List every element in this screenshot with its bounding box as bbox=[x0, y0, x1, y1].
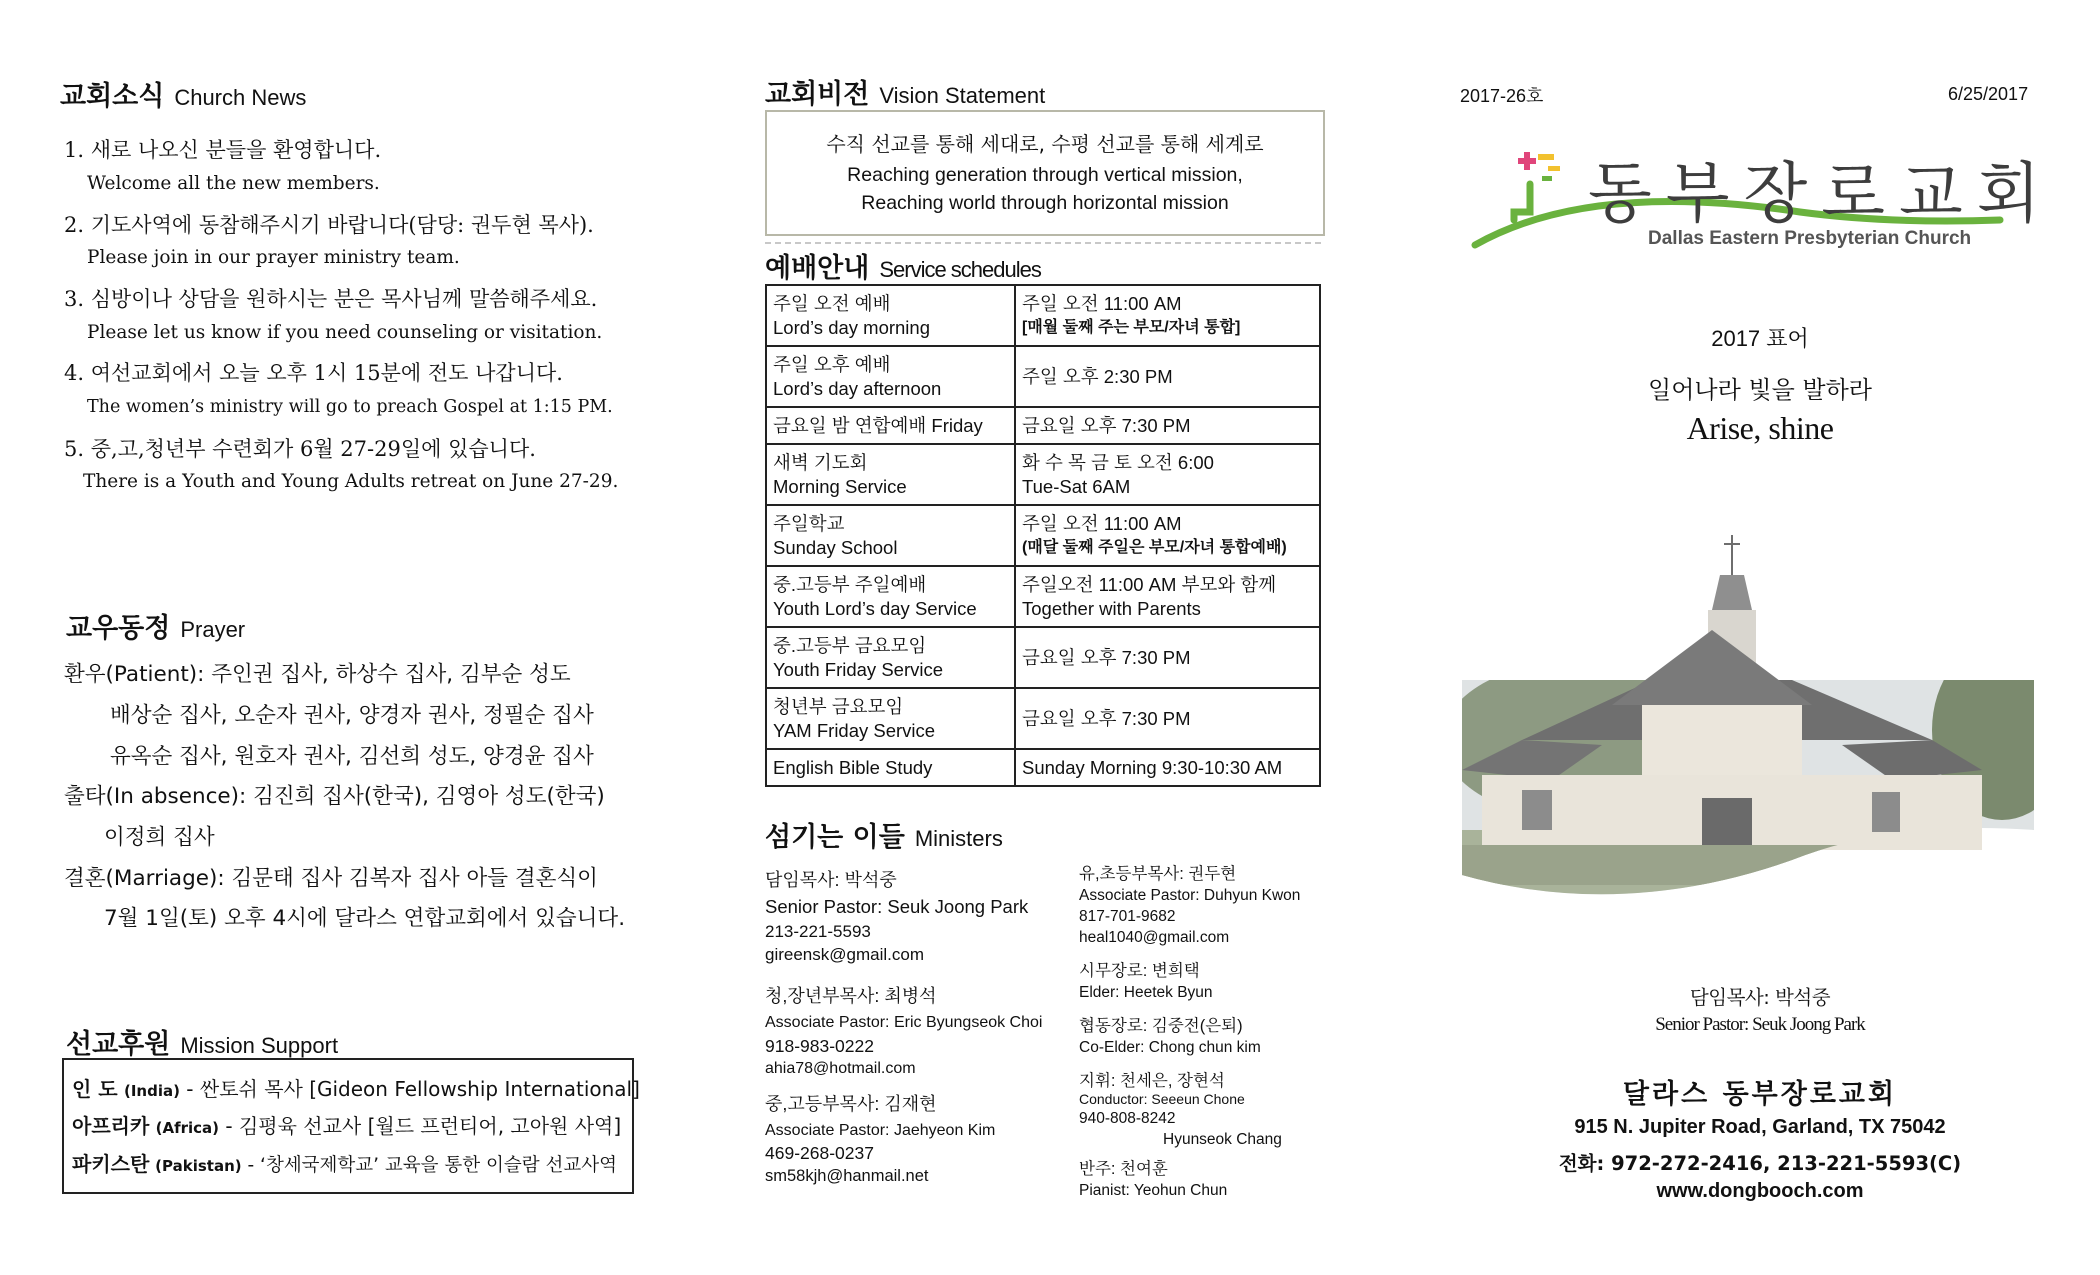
vision-line-en-2: Reaching world through horizontal mission bbox=[861, 192, 1229, 214]
column-cover bbox=[1460, 0, 2060, 1275]
vision-line-ko: 수직 선교를 통해 세대로, 수평 선교를 통해 세계로 bbox=[826, 132, 1264, 156]
motto-en: Arise, shine bbox=[1686, 410, 1834, 446]
church-full-name: 달라스 동부장로교회 bbox=[1622, 1079, 1898, 1110]
vision-line-en-1: Reaching generation through vertical mission, bbox=[847, 164, 1243, 186]
church-photo-icon bbox=[1462, 530, 2034, 915]
service-schedule-table bbox=[765, 284, 1321, 787]
mission-row-pakistan: 파키스탄 (Pakistan) - ‘창세국제학교’ 교육을 통한 이슬람 선교사역 bbox=[72, 1152, 618, 1176]
news-item-1: 1. 새로 나오신 분들을 환영합니다. bbox=[64, 138, 382, 162]
vision-heading: 교회비전 Vision Statement bbox=[765, 79, 1046, 110]
motto-label: 2017 표어 bbox=[1711, 326, 1809, 351]
table-row: 중.고등부 주일예배 Youth Lord’s day Service 주일오전 11:00 AM 부모와 함께 Together with Parents bbox=[766, 566, 1320, 627]
news-item-3-en: Please let us know if you need counseling or visitation. bbox=[87, 322, 603, 343]
minister-conductor: 지휘: 천세은, 장현석 Conductor: Seeeun Chone 940-808-8242 Hyunseok Chang bbox=[1079, 1072, 1282, 1148]
prayer-heading: 교우동정 Prayer bbox=[66, 613, 246, 644]
church-website[interactable]: www.dongbooch.com bbox=[1656, 1180, 1864, 1202]
motto-ko: 일어나라 빛을 발하라 bbox=[1648, 376, 1872, 404]
table-row: 주일 오후 예배 Lord’s day afternoon 주일 오후 2:30 PM bbox=[766, 346, 1320, 407]
vision-statement-box bbox=[765, 110, 1325, 236]
ministers-heading: 섬기는 이들 Ministers bbox=[765, 822, 1003, 853]
news-item-4: 4. 여선교회에서 오늘 오후 1시 15분에 전도 나갑니다. bbox=[64, 361, 563, 385]
news-item-5: 5. 중,고,청년부 수련회가 6월 27-29일에 있습니다. bbox=[64, 437, 536, 461]
prayer-marriage-line: 결혼(Marriage): 김문태 집사 김복자 집사 아들 결혼식이 bbox=[64, 866, 598, 891]
services-heading: 예배안내 Service schedules bbox=[765, 253, 1041, 284]
mission-heading: 선교후원 Mission Support bbox=[66, 1029, 339, 1060]
prayer-patient-line: 환우(Patient): 주인권 집사, 하상수 집사, 김부순 성도 bbox=[64, 662, 571, 687]
table-row: 중.고등부 금요모임 Youth Friday Service 금요일 오후 7:30 PM bbox=[766, 627, 1320, 688]
minister-associate-kwon: 유,초등부목사: 권두현 Associate Pastor: Duhyun Kwon 817-701-9682 heal1040@gmail.com bbox=[1079, 865, 1301, 946]
news-item-2: 2. 기도사역에 동참해주시기 바랍니다(담당: 권두현 목사). bbox=[64, 213, 594, 237]
issue-number: 2017-26호 bbox=[1460, 86, 1544, 106]
issue-date: 6/25/2017 bbox=[1948, 84, 2029, 104]
minister-co-elder: 협동장로: 김중전(은퇴) Co-Elder: Chong chun kim bbox=[1079, 1017, 1261, 1056]
pastor-ko: 담임목사: 박석중 bbox=[1689, 986, 1831, 1009]
table-row: 주일 오전 예배 Lord’s day morning 주일 오전 11:00 AM [매월 둘째 주는 부모/자녀 통합] bbox=[766, 285, 1320, 346]
table-row: 새벽 기도회 Morning Service 화 수 목 금 토 오전 6:00 Tue-Sat 6AM bbox=[766, 444, 1320, 505]
church-news-heading: 교회소식 Church News bbox=[60, 81, 307, 112]
table-row: English Bible Study Sunday Morning 9:30-10:30 AM bbox=[766, 749, 1320, 786]
mission-support-box bbox=[62, 1058, 640, 1194]
table-row: 주일학교 Sunday School 주일 오전 11:00 AM (매달 둘째 주일은 부모/자녀 통합예배) bbox=[766, 505, 1320, 566]
news-item-3: 3. 심방이나 상담을 원하시는 분은 목사님께 말씀해주세요. bbox=[64, 287, 598, 311]
minister-associate-choi: 청,장년부목사: 최병석 Associate Pastor: Eric Byungseok Choi 918-983-0222 ahia78@hotmail.com bbox=[765, 986, 1043, 1077]
prayer-absence-line: 이정희 집사 bbox=[104, 825, 215, 850]
prayer-absence-line: 출타(In absence): 김진희 집사(한국), 김영아 성도(한국) bbox=[64, 784, 605, 809]
column-vision-services bbox=[765, 0, 1325, 1275]
news-item-2-en: Please join in our prayer ministry team. bbox=[87, 247, 460, 268]
minister-senior-pastor: 담임목사: 박석중 Senior Pastor: Seuk Joong Park 213-221-5593 gireensk@gmail.com bbox=[765, 870, 1029, 964]
prayer-marriage-line: 7월 1일(토) 오후 4시에 달라스 연합교회에서 있습니다. bbox=[104, 906, 626, 931]
minister-pianist: 반주: 천여훈 Pianist: Yeohun Chun bbox=[1079, 1160, 1228, 1199]
church-name-en: Dallas Eastern Presbyterian Church bbox=[1648, 228, 1972, 249]
church-phone: 전화: 972-272-2416, 213-221-5593(C) bbox=[1558, 1152, 1962, 1175]
church-logo bbox=[1470, 140, 2055, 260]
church-building-photo bbox=[1462, 530, 2034, 915]
minister-associate-kim: 중,고등부목사: 김재현 Associate Pastor: Jaehyeon Kim 469-268-0237 sm58kjh@hanmail.net bbox=[765, 1094, 996, 1185]
news-item-1-en: Welcome all the new members. bbox=[87, 173, 380, 194]
news-item-5-en: There is a Youth and Young Adults retreat on June 27-29. bbox=[83, 471, 619, 492]
minister-elder: 시무장로: 변희택 Elder: Heetek Byun bbox=[1079, 962, 1213, 1001]
news-item-4-en: The women’s ministry will go to preach Gospel at 1:15 PM. bbox=[87, 397, 613, 417]
mission-row-india: 인 도 (India) - 싼토쉬 목사 [Gideon Fellowship International] bbox=[72, 1077, 640, 1101]
prayer-patient-line: 유옥순 집사, 원호자 권사, 김선희 성도, 양경윤 집사 bbox=[110, 744, 594, 769]
church-address: 915 N. Jupiter Road, Garland, TX 75042 bbox=[1574, 1116, 1946, 1138]
table-row: 청년부 금요모임 YAM Friday Service 금요일 오후 7:30 PM bbox=[766, 688, 1320, 749]
pastor-en: Senior Pastor: Seuk Joong Park bbox=[1655, 1014, 1865, 1035]
church-name-ko: 동부장로교회 bbox=[1588, 155, 2055, 232]
table-row: 금요일 밤 연합예배 Friday 금요일 오후 7:30 PM bbox=[766, 407, 1320, 444]
prayer-patient-line: 배상순 집사, 오순자 권사, 양경자 권사, 정필순 집사 bbox=[110, 703, 594, 728]
mission-row-africa: 아프리카 (Africa) - 김평육 선교사 [월드 프런티어, 고아원 사역] bbox=[72, 1114, 622, 1138]
column-church-news bbox=[60, 0, 660, 1275]
divider bbox=[765, 242, 1321, 244]
